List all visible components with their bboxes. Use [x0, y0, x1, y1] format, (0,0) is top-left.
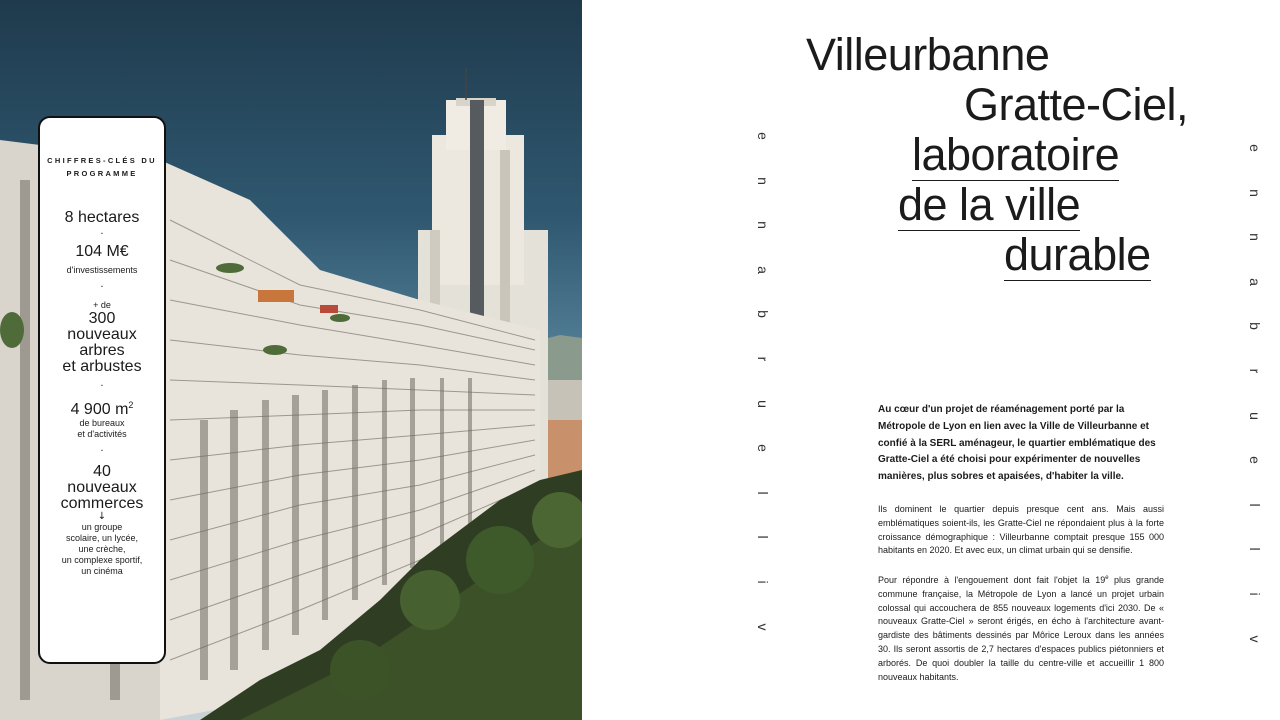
separator-dot: · — [100, 381, 104, 392]
body-paragraph-1: Ils dominent le quartier depuis presque cent ans. Mais aussi emblématiques soient-ils, les Gratte-Ciel ne répondaient plus à la forte croissance démographique : Villeurbanne comptait presque 155 000 habitants en 2020. Et avec eux, un climat urbain qui se densifie. — [878, 504, 1164, 556]
figure-hectares: 8 hectares — [64, 209, 140, 226]
figure-facilities-2: scolaire, un lycée, — [65, 533, 139, 543]
key-figures-card — [38, 116, 166, 664]
figure-offices: 4 900 $m^2$ — [70, 400, 134, 418]
figure-shops-count: 40 — [93, 463, 111, 480]
vertical-letter: e — [1247, 144, 1263, 152]
body-paragraph-2: Pour répondre à l'engouement dont fait l'objet la 19e plus grande commune française, la Métropole de Lyon a lancé un projet urbain colossal qui accouchera de 855 nouveaux logements d'ici 2030. De « nouveaux Gratte-Ciel » seront érigés, en écho à l'architecture avant-gardiste des bâtiments dessinés par Môrice Leroux dans les années 30. Ils seront assortis de 2,7 hectares d'espaces publics piétonniers et arborés. De quoi doubler la taille du centre-ville et accueillir 1 800 nouveaux habitants. — [878, 575, 1164, 682]
vertical-letter: n — [755, 221, 771, 230]
vertical-letter: i — [1247, 592, 1263, 596]
figure-investment-label: d'investissements — [66, 265, 138, 275]
vertical-letter: r — [1247, 368, 1263, 374]
figure-offices-label-2: et d'activités — [77, 429, 127, 439]
intro-paragraph: Au cœur d'un projet de réaménagement porté par la Métropole de Lyon en lien avec la Ville de Villeurbanne et confié à la SERL aménageur, le quartier emblématique des Gratte-Ciel a été choisi pour expérimenter de nouvelles manières, plus sobres et apaisées, d'habiter la ville. — [878, 404, 1156, 483]
figure-shops-label-2: commerces — [60, 495, 144, 512]
title-line-1: Villeurbanne — [806, 29, 1050, 80]
title-line-5: durable — [1004, 229, 1151, 280]
vertical-letter: u — [1247, 411, 1263, 420]
vertical-letter: v — [1247, 635, 1263, 643]
figure-trees-count: 300 — [88, 310, 116, 327]
title-line-3: laboratoire — [912, 129, 1120, 180]
vertical-letter: e — [755, 444, 771, 453]
vertical-letter: l — [755, 535, 771, 539]
vertical-letter: u — [755, 399, 771, 408]
vertical-letter: n — [1247, 233, 1263, 242]
vertical-letter: v — [755, 623, 771, 631]
arrow-down-icon: ↓ — [97, 511, 107, 522]
key-figures-title: CHIFFRES-CLÉS DU PROGRAMME — [47, 156, 157, 178]
vertical-letter: e — [1247, 456, 1263, 465]
figure-trees-label-1: nouveaux — [67, 326, 137, 343]
article-page — [582, 0, 1280, 720]
figure-offices-label-1: de bureaux — [79, 418, 125, 428]
figure-trees-label-3: et arbustes — [62, 358, 142, 375]
title-line-4: de la ville — [898, 179, 1081, 230]
vertical-letter: b — [1247, 322, 1263, 331]
vertical-letter: n — [1247, 188, 1263, 197]
vertical-letter: l — [1247, 503, 1263, 507]
vertical-letter: a — [755, 265, 771, 274]
vertical-letter: i — [755, 580, 771, 584]
separator-dot: · — [100, 282, 104, 293]
vertical-letter: n — [755, 176, 771, 185]
separator-dot: · — [100, 229, 104, 240]
vertical-letter: b — [755, 310, 771, 319]
figure-facilities-3: une crèche, — [78, 544, 126, 554]
figure-trees-label-2: arbres — [79, 342, 125, 359]
vertical-letter: r — [755, 356, 771, 362]
building-photo — [0, 0, 582, 720]
figure-shops-label-1: nouveaux — [67, 479, 137, 496]
separator-dot: · — [100, 446, 104, 457]
figure-facilities-4: un complexe sportif, — [61, 555, 143, 565]
figure-investment: 104 M€ — [75, 243, 129, 260]
figure-facilities-1: un groupe — [81, 522, 123, 532]
figure-trees-prefix: + de — [93, 300, 111, 310]
title-line-2: Gratte-Ciel, — [964, 79, 1189, 130]
vertical-letter: e — [755, 132, 771, 140]
vertical-letter: l — [1247, 547, 1263, 551]
figure-facilities-5: un cinéma — [81, 566, 123, 576]
vertical-letter: l — [755, 491, 771, 495]
vertical-letter: a — [1247, 277, 1263, 286]
